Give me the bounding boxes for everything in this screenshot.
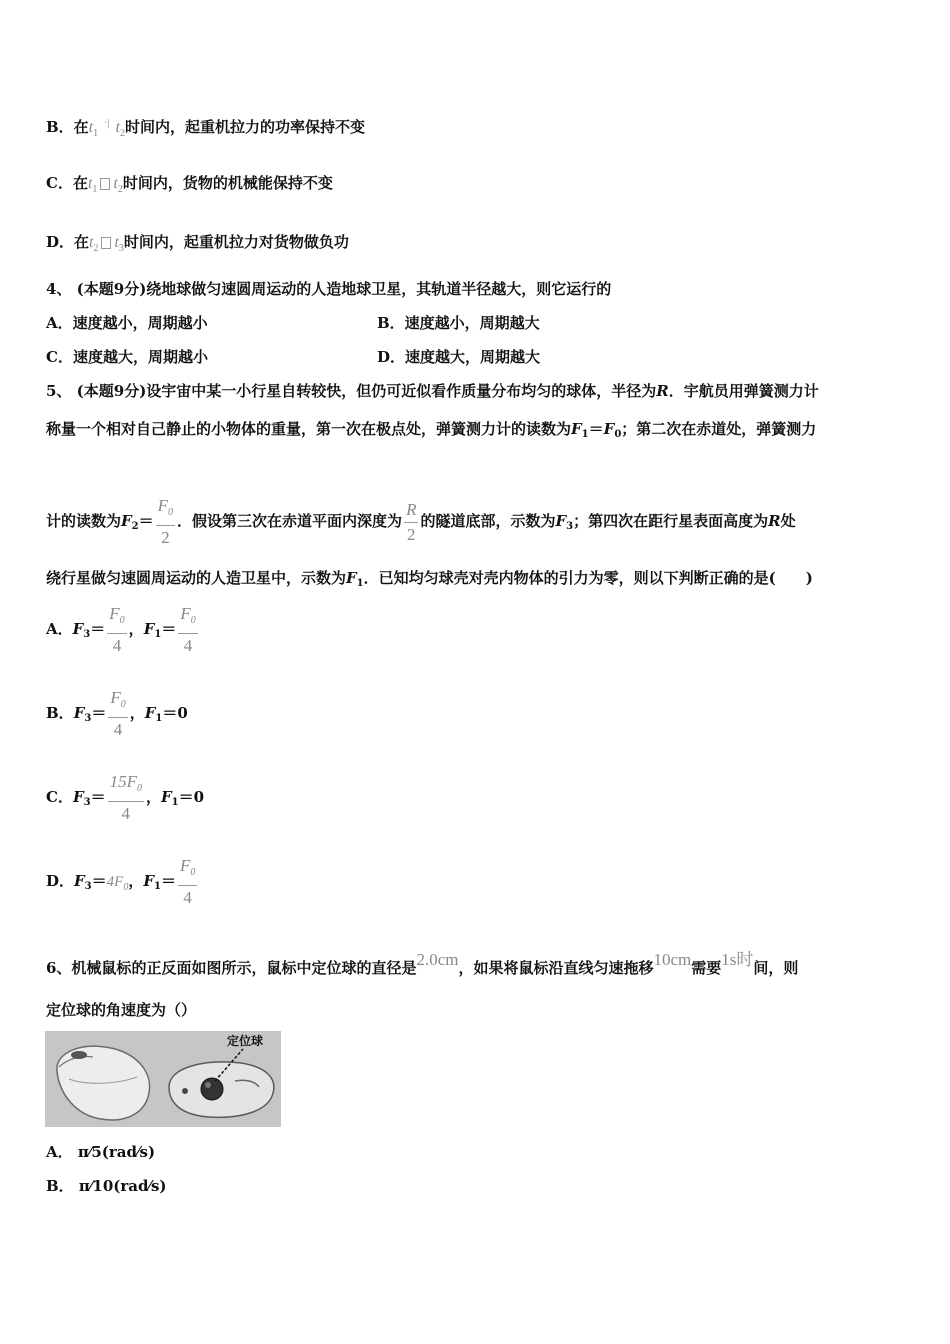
subscript: 0 xyxy=(136,783,142,794)
subscript: 3 xyxy=(84,881,92,892)
frac-den: 4 xyxy=(113,720,123,739)
q5-text: 的隧道底部，示数为 xyxy=(420,512,556,530)
q5-text: ．宇航员用弹簧测力计 xyxy=(668,382,819,400)
q5-option-d: D．$F_3=4F_0$，$F_1=$ $\frac{F_0}{4}$ xyxy=(46,856,196,907)
option-label: C． xyxy=(46,788,73,806)
q6-option-b: B． π⁄10(rad⁄s) xyxy=(46,1177,167,1195)
comma: ， xyxy=(145,788,161,806)
q5-text: ；第二次在赤道处，弹簧测力 xyxy=(621,420,817,438)
q6-text: 间，则 xyxy=(753,959,799,977)
subscript: 0 xyxy=(614,429,622,440)
q3-option-c xyxy=(46,173,333,200)
q5-line-1 xyxy=(46,381,819,401)
fraction-F0-over-4: $\frac{F_0}{4}$ xyxy=(180,604,196,655)
t-symbol: t xyxy=(89,234,94,251)
q5-line-4 xyxy=(46,568,813,594)
fraction-F0-over-4: $\frac{F_0}{4}$ xyxy=(179,856,196,907)
frac-den: 4 xyxy=(183,636,193,655)
q6-line-1 xyxy=(46,950,798,978)
q4-option-b: B．速度越小，周期越大 xyxy=(377,314,540,332)
mouse-photo xyxy=(45,1031,281,1127)
mouse-illustration xyxy=(45,1031,281,1127)
option-label: B．在 xyxy=(46,118,89,136)
t-symbol: t xyxy=(115,119,120,136)
equals-zero: ＝0 xyxy=(178,788,205,806)
q6-text: ，如果将鼠标沿直线匀速拖移 xyxy=(458,959,654,977)
var-F: F xyxy=(603,420,615,438)
frac-num: 15F xyxy=(109,772,137,791)
option-text: 时间内，起重机拉力的功率保持不变 xyxy=(124,118,365,136)
value-diameter: 2.0cm xyxy=(416,950,459,969)
comma: ， xyxy=(128,620,144,638)
garbled-glyph: ·| xyxy=(104,118,110,129)
subscript: 3 xyxy=(118,243,124,254)
q5-line-2 xyxy=(46,419,816,445)
value-4F0 xyxy=(106,874,129,893)
q5-line-3 xyxy=(46,496,796,549)
option-label: B． xyxy=(46,704,74,722)
t-symbol: t xyxy=(88,119,94,136)
subscript: 0 xyxy=(168,507,174,518)
option-label: D．在 xyxy=(46,233,90,251)
frac-den: 4 xyxy=(121,804,131,823)
fraction-R-over-2 xyxy=(404,500,418,545)
subscript: 0 xyxy=(190,615,196,626)
frac-den: 4 xyxy=(183,888,192,907)
option-text: 时间内，货物的机械能保持不变 xyxy=(122,174,333,192)
subscript: 2 xyxy=(117,184,123,195)
var-F: F xyxy=(571,420,582,438)
option-label: A． xyxy=(46,620,73,638)
subscript: 2 xyxy=(131,521,139,532)
t-symbol: t xyxy=(113,175,118,192)
subscript: 1 xyxy=(581,429,589,440)
q5-text: 计的读数为 xyxy=(46,512,122,530)
q4-option-d: D．速度越大，周期越大 xyxy=(377,348,541,366)
fraction-15F0-over-4 xyxy=(108,772,144,824)
comma: ， xyxy=(129,704,145,722)
equals-zero: ＝0 xyxy=(162,704,188,722)
subscript: 1 xyxy=(171,797,179,808)
subscript: 3 xyxy=(83,629,91,640)
subscript: 0 xyxy=(123,882,129,893)
var-R: R xyxy=(768,512,781,530)
subscript: 2 xyxy=(119,128,125,139)
t-symbol: t xyxy=(114,234,119,251)
value-distance: 10cm xyxy=(653,950,692,969)
q5-text: 绕行星做匀速圆周运动的人造卫星中，示数为 xyxy=(46,569,347,587)
frac-num: R xyxy=(406,499,417,519)
subscript: 1 xyxy=(356,578,364,589)
q5-text: ．假设第三次在赤道平面内深度为 xyxy=(177,512,403,530)
q6-text: 6、机械鼠标的正反面如图所示，鼠标中定位球的直径是 xyxy=(46,959,417,977)
subscript: 1 xyxy=(93,128,99,139)
fraction-F0-over-4: $\frac{F_0}{4}$ xyxy=(110,688,126,739)
subscript: 3 xyxy=(84,713,92,724)
q5-option-b: B．$F_3=$ $\frac{F_0}{4}$ ，$F_1=0$ xyxy=(46,688,188,739)
value-time: 1s时 xyxy=(721,950,754,969)
fraction-F0-over-4: $\frac{F_0}{4}$ xyxy=(109,604,125,655)
comma: ， xyxy=(128,872,144,890)
subscript: 3 xyxy=(566,521,574,532)
q4-option-c: C．速度越大，周期越小 xyxy=(46,348,208,366)
subscript: 1 xyxy=(92,184,98,195)
q3-option-d xyxy=(46,232,349,259)
subscript: 0 xyxy=(119,615,125,626)
q6-line-2: 定位球的角速度为（） xyxy=(46,1001,197,1019)
subscript: 2 xyxy=(93,243,99,254)
q5-text: 处 xyxy=(780,512,796,530)
subscript: 1 xyxy=(154,881,161,892)
q6-text: 需要 xyxy=(691,959,722,977)
q5-text: ；第四次在距行星表面高度为 xyxy=(573,512,769,530)
subscript: 1 xyxy=(155,713,163,724)
q5-text: 5、 (本题9分)设宇宙中某一小行星自转较快，但仍可近似看作质量分布均匀的球体，半径为 xyxy=(46,382,657,400)
q5-text: 称量一个相对自己静止的小物体的重量，第一次在极点处，弹簧测力计的读数为 xyxy=(46,420,572,438)
option-label: C．在 xyxy=(46,174,88,192)
frac-num: F xyxy=(157,496,169,515)
option-label: D． xyxy=(46,872,75,890)
q5-option-a: A．$F_3=$ $\frac{F_0}{4}$ ，$F_1=$ $\frac{F_0}{4}$ xyxy=(46,604,196,655)
q5-text: ．已知均匀球壳对壳内物体的引力为零，则以下判断正确的是( ) xyxy=(363,569,813,587)
frac-den: 2 xyxy=(407,524,416,544)
t-symbol: t xyxy=(87,175,93,192)
missing-glyph-box xyxy=(100,178,110,190)
var-F: F xyxy=(346,569,357,587)
option-text: 时间内，起重机拉力对货物做负功 xyxy=(123,233,349,251)
subscript: 1 xyxy=(154,629,162,640)
frac-den: 2 xyxy=(161,528,170,547)
subscript: 0 xyxy=(120,699,126,710)
q4-option-a: A．速度越小，周期越小 xyxy=(46,314,208,332)
q5-option-c: C．$F_3=$ $\frac{15F_0}{4}$ ，$F_1=0$ xyxy=(46,772,205,823)
q4-stem: 4、 (本题9分)绕地球做匀速圆周运动的人造地球卫星，其轨道半径越大，则它运行的 xyxy=(46,280,612,298)
q3-option-b xyxy=(46,114,365,144)
image-label: 定位球 xyxy=(227,1034,264,1048)
fourF0: 4F xyxy=(106,874,124,890)
subscript: 0 xyxy=(190,867,196,878)
frac-den: 4 xyxy=(112,636,122,655)
equals: ＝ xyxy=(138,512,154,530)
q6-option-a: A． π⁄5(rad⁄s) xyxy=(46,1143,156,1161)
var-F: F xyxy=(121,512,132,530)
var-F: F xyxy=(555,512,567,530)
missing-glyph-box xyxy=(101,237,111,249)
subscript: 3 xyxy=(83,797,91,808)
equals: ＝ xyxy=(588,420,604,438)
fraction-F0-over-2 xyxy=(156,496,175,548)
var-R: R xyxy=(656,382,669,400)
